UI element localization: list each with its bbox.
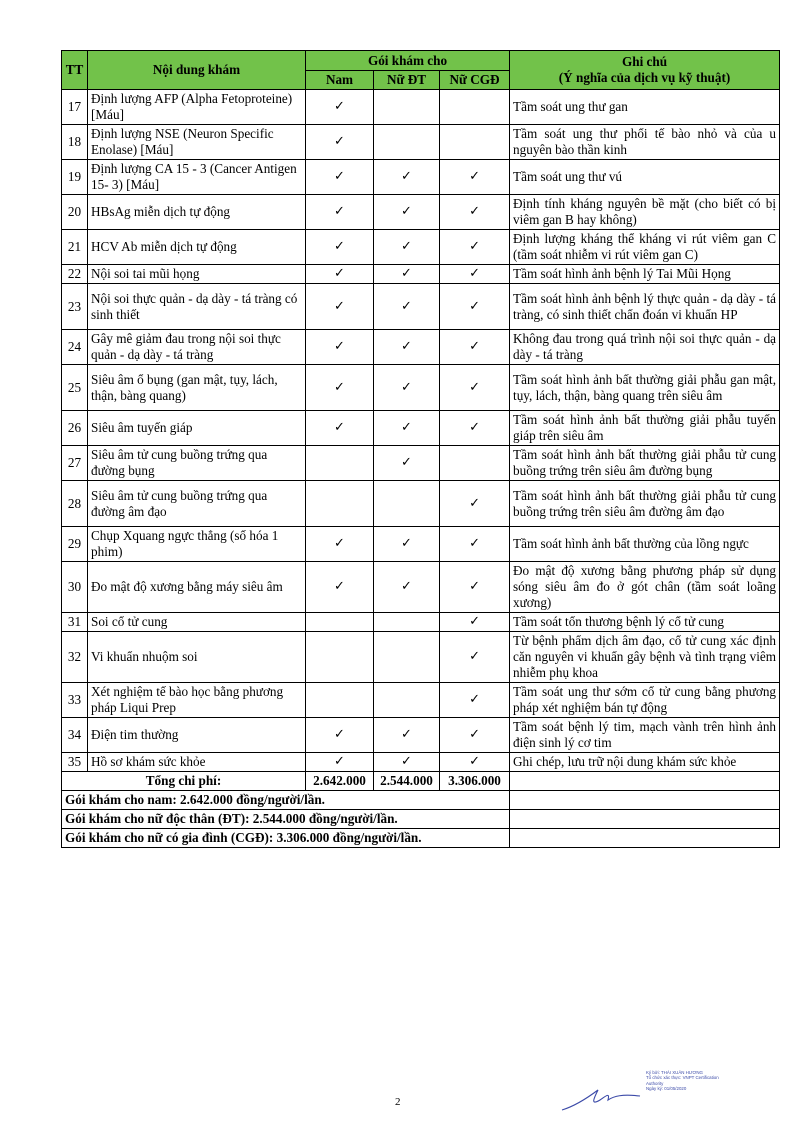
checkmark-icon: ✓ xyxy=(334,99,345,114)
exam-package-table xyxy=(61,50,780,848)
table-header xyxy=(62,51,780,90)
header-col-nu-cgd: Nữ CGĐ xyxy=(440,71,510,90)
row-tt: 30 xyxy=(62,562,88,613)
table-row xyxy=(62,411,780,446)
row-tt: 19 xyxy=(62,160,88,195)
checkmark-icon: ✓ xyxy=(334,298,345,314)
row-note: Tầm soát ung thư sớm cổ tử cung bằng phương pháp xét nghiệm bán tự động xyxy=(510,683,780,718)
check-cell-nam xyxy=(306,195,374,230)
check-cell-nam xyxy=(306,265,374,284)
checkmark-icon: ✓ xyxy=(469,692,480,707)
table-row xyxy=(62,527,780,562)
signature-info xyxy=(646,1070,756,1092)
check-cell-nu-dt xyxy=(374,160,440,195)
total-nu-dt: 2.544.000 xyxy=(374,772,440,791)
checkmark-icon: ✓ xyxy=(334,239,345,254)
signature-line: Tổ chức xác thực: VNPT Certification xyxy=(646,1075,719,1081)
check-cell-nam xyxy=(306,562,374,613)
table-row xyxy=(62,365,780,411)
row-content: Vi khuẩn nhuộm soi xyxy=(88,632,306,683)
checkmark-icon: ✓ xyxy=(401,239,412,254)
header-col-nu-dt: Nữ ĐT xyxy=(374,71,440,90)
check-cell-nu-dt xyxy=(374,90,440,125)
row-content: Chụp Xquang ngực thẳng (số hóa 1 phim) xyxy=(88,527,306,562)
row-tt: 17 xyxy=(62,90,88,125)
summary-empty xyxy=(510,791,780,810)
row-tt: 28 xyxy=(62,481,88,527)
checkmark-icon: ✓ xyxy=(401,754,412,769)
check-cell-nu-cgd xyxy=(440,446,510,481)
row-tt: 31 xyxy=(62,613,88,632)
checkmark-icon: ✓ xyxy=(401,379,412,395)
row-note: Tầm soát ung thư phổi tế bào nhỏ và của u nguyên bào thần kinh xyxy=(510,125,780,160)
row-content: Định lượng NSE (Neuron Specific Enolase) [Máu] xyxy=(88,125,306,160)
row-content: Nội soi tai mũi họng xyxy=(88,265,306,284)
row-content: Hồ sơ khám sức khỏe xyxy=(88,753,306,772)
row-note: Từ bệnh phẩm dịch âm đạo, cổ tử cung xác định căn nguyên vi khuẩn gây bệnh và tình trạng viêm nhiễm phụ khoa xyxy=(510,632,780,683)
check-cell-nam xyxy=(306,481,374,527)
check-cell-nam xyxy=(306,683,374,718)
table-row xyxy=(62,481,780,527)
row-note: Đo mật độ xương bằng phương pháp sử dụng sóng siêu âm đo ở gót chân (tầm soát loãng xương) xyxy=(510,562,780,613)
row-note: Tầm soát hình ảnh bất thường của lồng ngực xyxy=(510,527,780,562)
header-note-subtitle: (Ý nghĩa của dịch vụ kỹ thuật) xyxy=(558,70,731,85)
summary-empty xyxy=(510,810,780,829)
row-tt: 22 xyxy=(62,265,88,284)
row-note: Ghi chép, lưu trữ nội dung khám sức khỏe xyxy=(510,753,780,772)
summary-nu-cgd: Gói khám cho nữ có gia đình (CGĐ): 3.306.000 đồng/người/lần. xyxy=(62,829,510,848)
check-cell-nam xyxy=(306,365,374,411)
checkmark-icon: ✓ xyxy=(334,420,345,435)
row-note: Định tính kháng nguyên bề mặt (cho biết có bị viêm gan B hay không) xyxy=(510,195,780,230)
checkmark-icon: ✓ xyxy=(334,754,345,769)
check-cell-nu-dt xyxy=(374,265,440,284)
checkmark-icon: ✓ xyxy=(334,169,345,184)
check-cell-nu-dt xyxy=(374,527,440,562)
row-content: Soi cổ tử cung xyxy=(88,613,306,632)
row-content: Siêu âm tuyến giáp xyxy=(88,411,306,446)
check-cell-nu-cgd xyxy=(440,562,510,613)
check-cell-nu-dt xyxy=(374,446,440,481)
table-row xyxy=(62,718,780,753)
page-number: 2 xyxy=(395,1096,401,1108)
checkmark-icon: ✓ xyxy=(469,298,480,314)
checkmark-icon: ✓ xyxy=(469,339,480,354)
check-cell-nu-cgd xyxy=(440,284,510,330)
checkmark-icon: ✓ xyxy=(469,649,480,664)
header-tt: TT xyxy=(62,51,88,90)
check-cell-nu-dt xyxy=(374,125,440,160)
header-col-nam: Nam xyxy=(306,71,374,90)
checkmark-icon: ✓ xyxy=(469,420,480,435)
check-cell-nam xyxy=(306,527,374,562)
signature-line: Ngày ký: 01/05/2020 xyxy=(646,1086,687,1092)
header-note-title: Ghi chú xyxy=(621,54,668,69)
checkmark-icon: ✓ xyxy=(469,536,480,551)
checkmark-icon: ✓ xyxy=(334,339,345,354)
check-cell-nu-cgd xyxy=(440,365,510,411)
checkmark-icon: ✓ xyxy=(469,266,480,281)
check-cell-nam xyxy=(306,230,374,265)
check-cell-nam xyxy=(306,718,374,753)
table-row xyxy=(62,125,780,160)
signature-line: Ký bởi: THÁI XUÂN HƯƠNG xyxy=(646,1070,703,1075)
table-row xyxy=(62,265,780,284)
table-row xyxy=(62,330,780,365)
row-tt: 24 xyxy=(62,330,88,365)
total-note-empty xyxy=(510,772,780,791)
checkmark-icon: ✓ xyxy=(401,727,412,742)
check-cell-nam xyxy=(306,753,374,772)
row-note: Tầm soát hình ảnh bất thường giải phẫu tử cung buồng trứng trên siêu âm đường âm đạo xyxy=(510,481,780,527)
checkmark-icon: ✓ xyxy=(469,754,480,769)
signature-line: Authority xyxy=(646,1080,664,1086)
row-content: Siêu âm tử cung buồng trứng qua đường âm đạo xyxy=(88,481,306,527)
check-cell-nu-dt xyxy=(374,632,440,683)
checkmark-icon: ✓ xyxy=(469,169,480,184)
row-note: Tầm soát ung thư vú xyxy=(510,160,780,195)
table-row xyxy=(62,230,780,265)
checkmark-icon: ✓ xyxy=(469,379,480,395)
row-tt: 35 xyxy=(62,753,88,772)
check-cell-nu-cgd xyxy=(440,330,510,365)
check-cell-nam xyxy=(306,284,374,330)
checkmark-icon: ✓ xyxy=(401,169,412,184)
row-tt: 23 xyxy=(62,284,88,330)
check-cell-nam xyxy=(306,446,374,481)
checkmark-icon: ✓ xyxy=(334,134,345,149)
check-cell-nam xyxy=(306,613,374,632)
check-cell-nam xyxy=(306,90,374,125)
checkmark-icon: ✓ xyxy=(469,239,480,254)
summary-nam: Gói khám cho nam: 2.642.000 đồng/người/lần. xyxy=(62,791,510,810)
check-cell-nu-dt xyxy=(374,683,440,718)
checkmark-icon: ✓ xyxy=(401,536,412,551)
row-tt: 18 xyxy=(62,125,88,160)
row-tt: 29 xyxy=(62,527,88,562)
checkmark-icon: ✓ xyxy=(401,339,412,354)
table-row xyxy=(62,683,780,718)
check-cell-nu-cgd xyxy=(440,265,510,284)
row-content: Định lượng CA 15 - 3 (Cancer Antigen 15- 3) [Máu] xyxy=(88,160,306,195)
check-cell-nu-dt xyxy=(374,284,440,330)
row-note: Tầm soát hình ảnh bất thường giải phẫu tử cung buồng trứng trên siêu âm đường bụng xyxy=(510,446,780,481)
check-cell-nu-cgd xyxy=(440,481,510,527)
checkmark-icon: ✓ xyxy=(334,579,345,594)
check-cell-nu-dt xyxy=(374,562,440,613)
table-row xyxy=(62,562,780,613)
checkmark-icon: ✓ xyxy=(401,266,412,281)
check-cell-nam xyxy=(306,632,374,683)
table-row xyxy=(62,195,780,230)
check-cell-nu-cgd xyxy=(440,753,510,772)
row-content: HBsAg miễn dịch tự động xyxy=(88,195,306,230)
checkmark-icon: ✓ xyxy=(469,495,480,511)
check-cell-nu-dt xyxy=(374,195,440,230)
summary-empty xyxy=(510,829,780,848)
checkmark-icon: ✓ xyxy=(401,298,412,314)
check-cell-nu-cgd xyxy=(440,160,510,195)
check-cell-nu-cgd xyxy=(440,718,510,753)
check-cell-nu-dt xyxy=(374,230,440,265)
row-tt: 26 xyxy=(62,411,88,446)
checkmark-icon: ✓ xyxy=(469,204,480,219)
check-cell-nam xyxy=(306,411,374,446)
check-cell-nu-cgd xyxy=(440,195,510,230)
row-content: Gây mê giảm đau trong nội soi thực quản - dạ dày - tá tràng xyxy=(88,330,306,365)
row-tt: 27 xyxy=(62,446,88,481)
table-row xyxy=(62,160,780,195)
table-footer xyxy=(62,772,780,848)
row-note: Tầm soát hình ảnh bất thường giải phẫu tuyến giáp trên siêu âm xyxy=(510,411,780,446)
table-row xyxy=(62,446,780,481)
row-note: Tầm soát tổn thương bệnh lý cổ tử cung xyxy=(510,613,780,632)
row-note: Tầm soát ung thư gan xyxy=(510,90,780,125)
check-cell-nu-cgd xyxy=(440,230,510,265)
check-cell-nu-cgd xyxy=(440,411,510,446)
checkmark-icon: ✓ xyxy=(469,614,480,629)
total-row xyxy=(62,772,780,791)
check-cell-nam xyxy=(306,125,374,160)
row-tt: 25 xyxy=(62,365,88,411)
table-body xyxy=(62,90,780,772)
header-package-group: Gói khám cho xyxy=(306,51,510,71)
row-tt: 20 xyxy=(62,195,88,230)
check-cell-nam xyxy=(306,160,374,195)
checkmark-icon: ✓ xyxy=(401,579,412,594)
check-cell-nu-dt xyxy=(374,330,440,365)
check-cell-nu-cgd xyxy=(440,613,510,632)
row-content: Xét nghiệm tế bào học bằng phương pháp Liqui Prep xyxy=(88,683,306,718)
check-cell-nu-dt xyxy=(374,718,440,753)
check-cell-nu-cgd xyxy=(440,632,510,683)
check-cell-nu-dt xyxy=(374,411,440,446)
row-note: Tầm soát hình ảnh bệnh lý Tai Mũi Họng xyxy=(510,265,780,284)
check-cell-nu-cgd xyxy=(440,125,510,160)
row-tt: 33 xyxy=(62,683,88,718)
row-content: Nội soi thực quản - dạ dày - tá tràng có sinh thiết xyxy=(88,284,306,330)
summary-row xyxy=(62,791,780,810)
summary-row xyxy=(62,810,780,829)
check-cell-nu-dt xyxy=(374,481,440,527)
summary-row xyxy=(62,829,780,848)
checkmark-icon: ✓ xyxy=(334,536,345,551)
row-tt: 32 xyxy=(62,632,88,683)
row-note: Tầm soát bệnh lý tim, mạch vành trên hình ảnh điện sinh lý cơ tim xyxy=(510,718,780,753)
checkmark-icon: ✓ xyxy=(334,266,345,281)
summary-nu-dt: Gói khám cho nữ độc thân (ĐT): 2.544.000 đồng/người/lần. xyxy=(62,810,510,829)
checkmark-icon: ✓ xyxy=(334,204,345,219)
row-note: Định lượng kháng thể kháng vi rút viêm gan C (tầm soát nhiễm vi rút viêm gan C) xyxy=(510,230,780,265)
check-cell-nu-cgd xyxy=(440,683,510,718)
row-tt: 21 xyxy=(62,230,88,265)
checkmark-icon: ✓ xyxy=(401,204,412,219)
row-content: Định lượng AFP (Alpha Fetoproteine) [Máu] xyxy=(88,90,306,125)
checkmark-icon: ✓ xyxy=(401,420,412,435)
table-row xyxy=(62,284,780,330)
total-label: Tổng chi phí: xyxy=(62,772,306,791)
row-tt: 34 xyxy=(62,718,88,753)
check-cell-nu-dt xyxy=(374,753,440,772)
row-note: Không đau trong quá trình nội soi thực quản - dạ dày - tá tràng xyxy=(510,330,780,365)
row-content: HCV Ab miễn dịch tự động xyxy=(88,230,306,265)
header-content: Nội dung khám xyxy=(88,51,306,90)
checkmark-icon: ✓ xyxy=(469,579,480,594)
row-note: Tầm soát hình ảnh bất thường giải phẫu gan mật, tụy, lách, thận, bàng quang trên siêu âm xyxy=(510,365,780,411)
total-nam: 2.642.000 xyxy=(306,772,374,791)
row-content: Đo mật độ xương bằng máy siêu âm xyxy=(88,562,306,613)
table-row xyxy=(62,632,780,683)
total-nu-cgd: 3.306.000 xyxy=(440,772,510,791)
check-cell-nu-cgd xyxy=(440,90,510,125)
table-row xyxy=(62,90,780,125)
row-content: Siêu âm ổ bụng (gan mật, tụy, lách, thận, bàng quang) xyxy=(88,365,306,411)
check-cell-nam xyxy=(306,330,374,365)
row-content: Điện tim thường xyxy=(88,718,306,753)
checkmark-icon: ✓ xyxy=(334,727,345,742)
checkmark-icon: ✓ xyxy=(401,455,412,470)
table-row xyxy=(62,613,780,632)
checkmark-icon: ✓ xyxy=(469,727,480,742)
header-note xyxy=(510,51,780,90)
check-cell-nu-cgd xyxy=(440,527,510,562)
table-row xyxy=(62,753,780,772)
row-note: Tầm soát hình ảnh bệnh lý thực quản - dạ dày - tá tràng, có sinh thiết chẩn đoán vi khuẩn HP xyxy=(510,284,780,330)
check-cell-nu-dt xyxy=(374,365,440,411)
row-content: Siêu âm tử cung buồng trứng qua đường bụng xyxy=(88,446,306,481)
check-cell-nu-dt xyxy=(374,613,440,632)
checkmark-icon: ✓ xyxy=(334,379,345,395)
